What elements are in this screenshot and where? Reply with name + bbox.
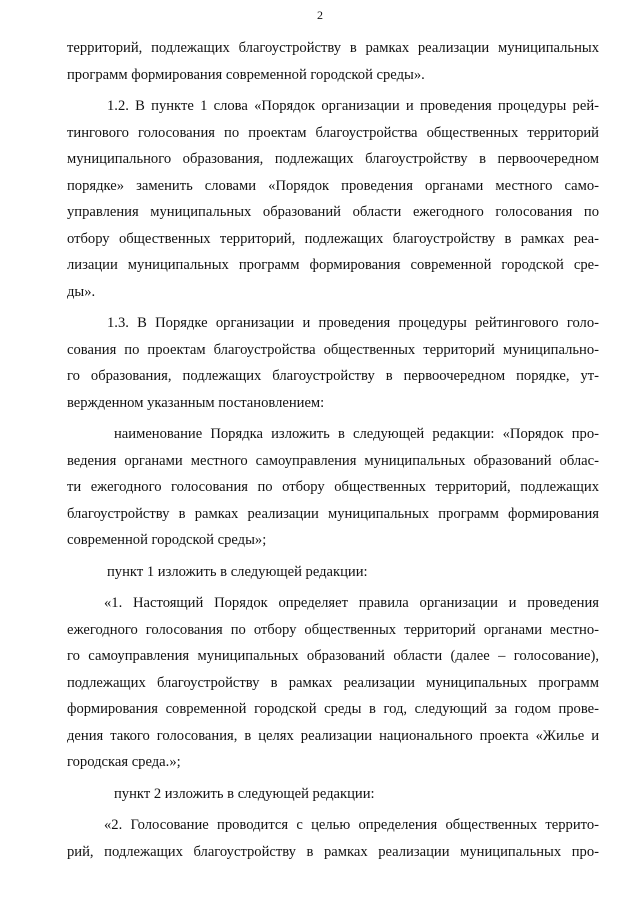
text-line: муниципального образования, подлежащих благоустройству в первоочередном — [67, 151, 599, 167]
text-line: управления муниципальных образований области ежегодного голосования по — [67, 204, 599, 220]
text-line: программ формирования современной городской среды». — [67, 66, 425, 83]
text-line: современной городской среды»; — [67, 532, 267, 548]
text-line: «2. Голосование проводится с целью определения общественных террито- — [104, 817, 599, 833]
text-line: тингового голосования по проектам благоустройства общественных территорий — [67, 124, 599, 141]
text-line: территорий, подлежащих благоустройству в рамках реализации муниципальных — [67, 40, 599, 56]
text-line: порядке» заменить словами «Порядок проведения органами местного само- — [67, 177, 599, 194]
text-line: вержденном указанным постановлением: — [67, 394, 325, 411]
document-body — [67, 35, 599, 865]
text-line: го образования, подлежащих благоустройству в первоочередном порядке, ут- — [67, 368, 599, 384]
text-line: городская среда.»; — [67, 754, 181, 770]
text-line: наименование Порядка изложить в следующей редакции: «Порядок про- — [114, 426, 599, 442]
text-line: 1.3. В Порядке организации и проведения процедуры рейтингового голо- — [107, 315, 599, 331]
text-line: отбору общественных территорий, подлежащих благоустройству в рамках реа- — [67, 230, 599, 247]
text-line: ежегодного голосования по отбору общественных территорий органами местно- — [67, 621, 599, 638]
text-line: лизации муниципальных программ формирования современной городской сре- — [67, 257, 599, 273]
text-line: 1.2. В пункте 1 слова «Порядок организации и проведения процедуры рей- — [107, 98, 599, 114]
text-line: сования по проектам благоустройства общественных территорий муниципально- — [67, 341, 599, 358]
text-line: ти ежегодного голосования по отбору общественных территорий, подлежащих — [67, 479, 599, 495]
text-line: пункт 1 изложить в следующей редакции: — [107, 563, 368, 580]
text-line: формирования современной городской среды в год, следующий за годом прове- — [67, 701, 599, 717]
page-number: 2 — [317, 8, 323, 22]
text-line: «1. Настоящий Порядок определяет правила организации и проведения — [104, 595, 599, 611]
text-line: го самоуправления муниципальных образований области (далее – голосование), — [67, 648, 599, 664]
text-line: пункт 2 изложить в следующей редакции: — [114, 785, 375, 802]
text-line: ды». — [67, 283, 96, 300]
text-line: ведения органами местного самоуправления муниципальных образований облас- — [67, 452, 599, 469]
text-line: благоустройству в рамках реализации муниципальных программ формирования — [67, 505, 599, 522]
text-line: рий, подлежащих благоустройству в рамках реализации муниципальных про- — [67, 843, 599, 860]
text-line: подлежащих благоустройству в рамках реализации муниципальных программ — [67, 674, 599, 691]
text-line: дения такого голосования, в целях реализации национального проекта «Жилье и — [67, 727, 599, 744]
